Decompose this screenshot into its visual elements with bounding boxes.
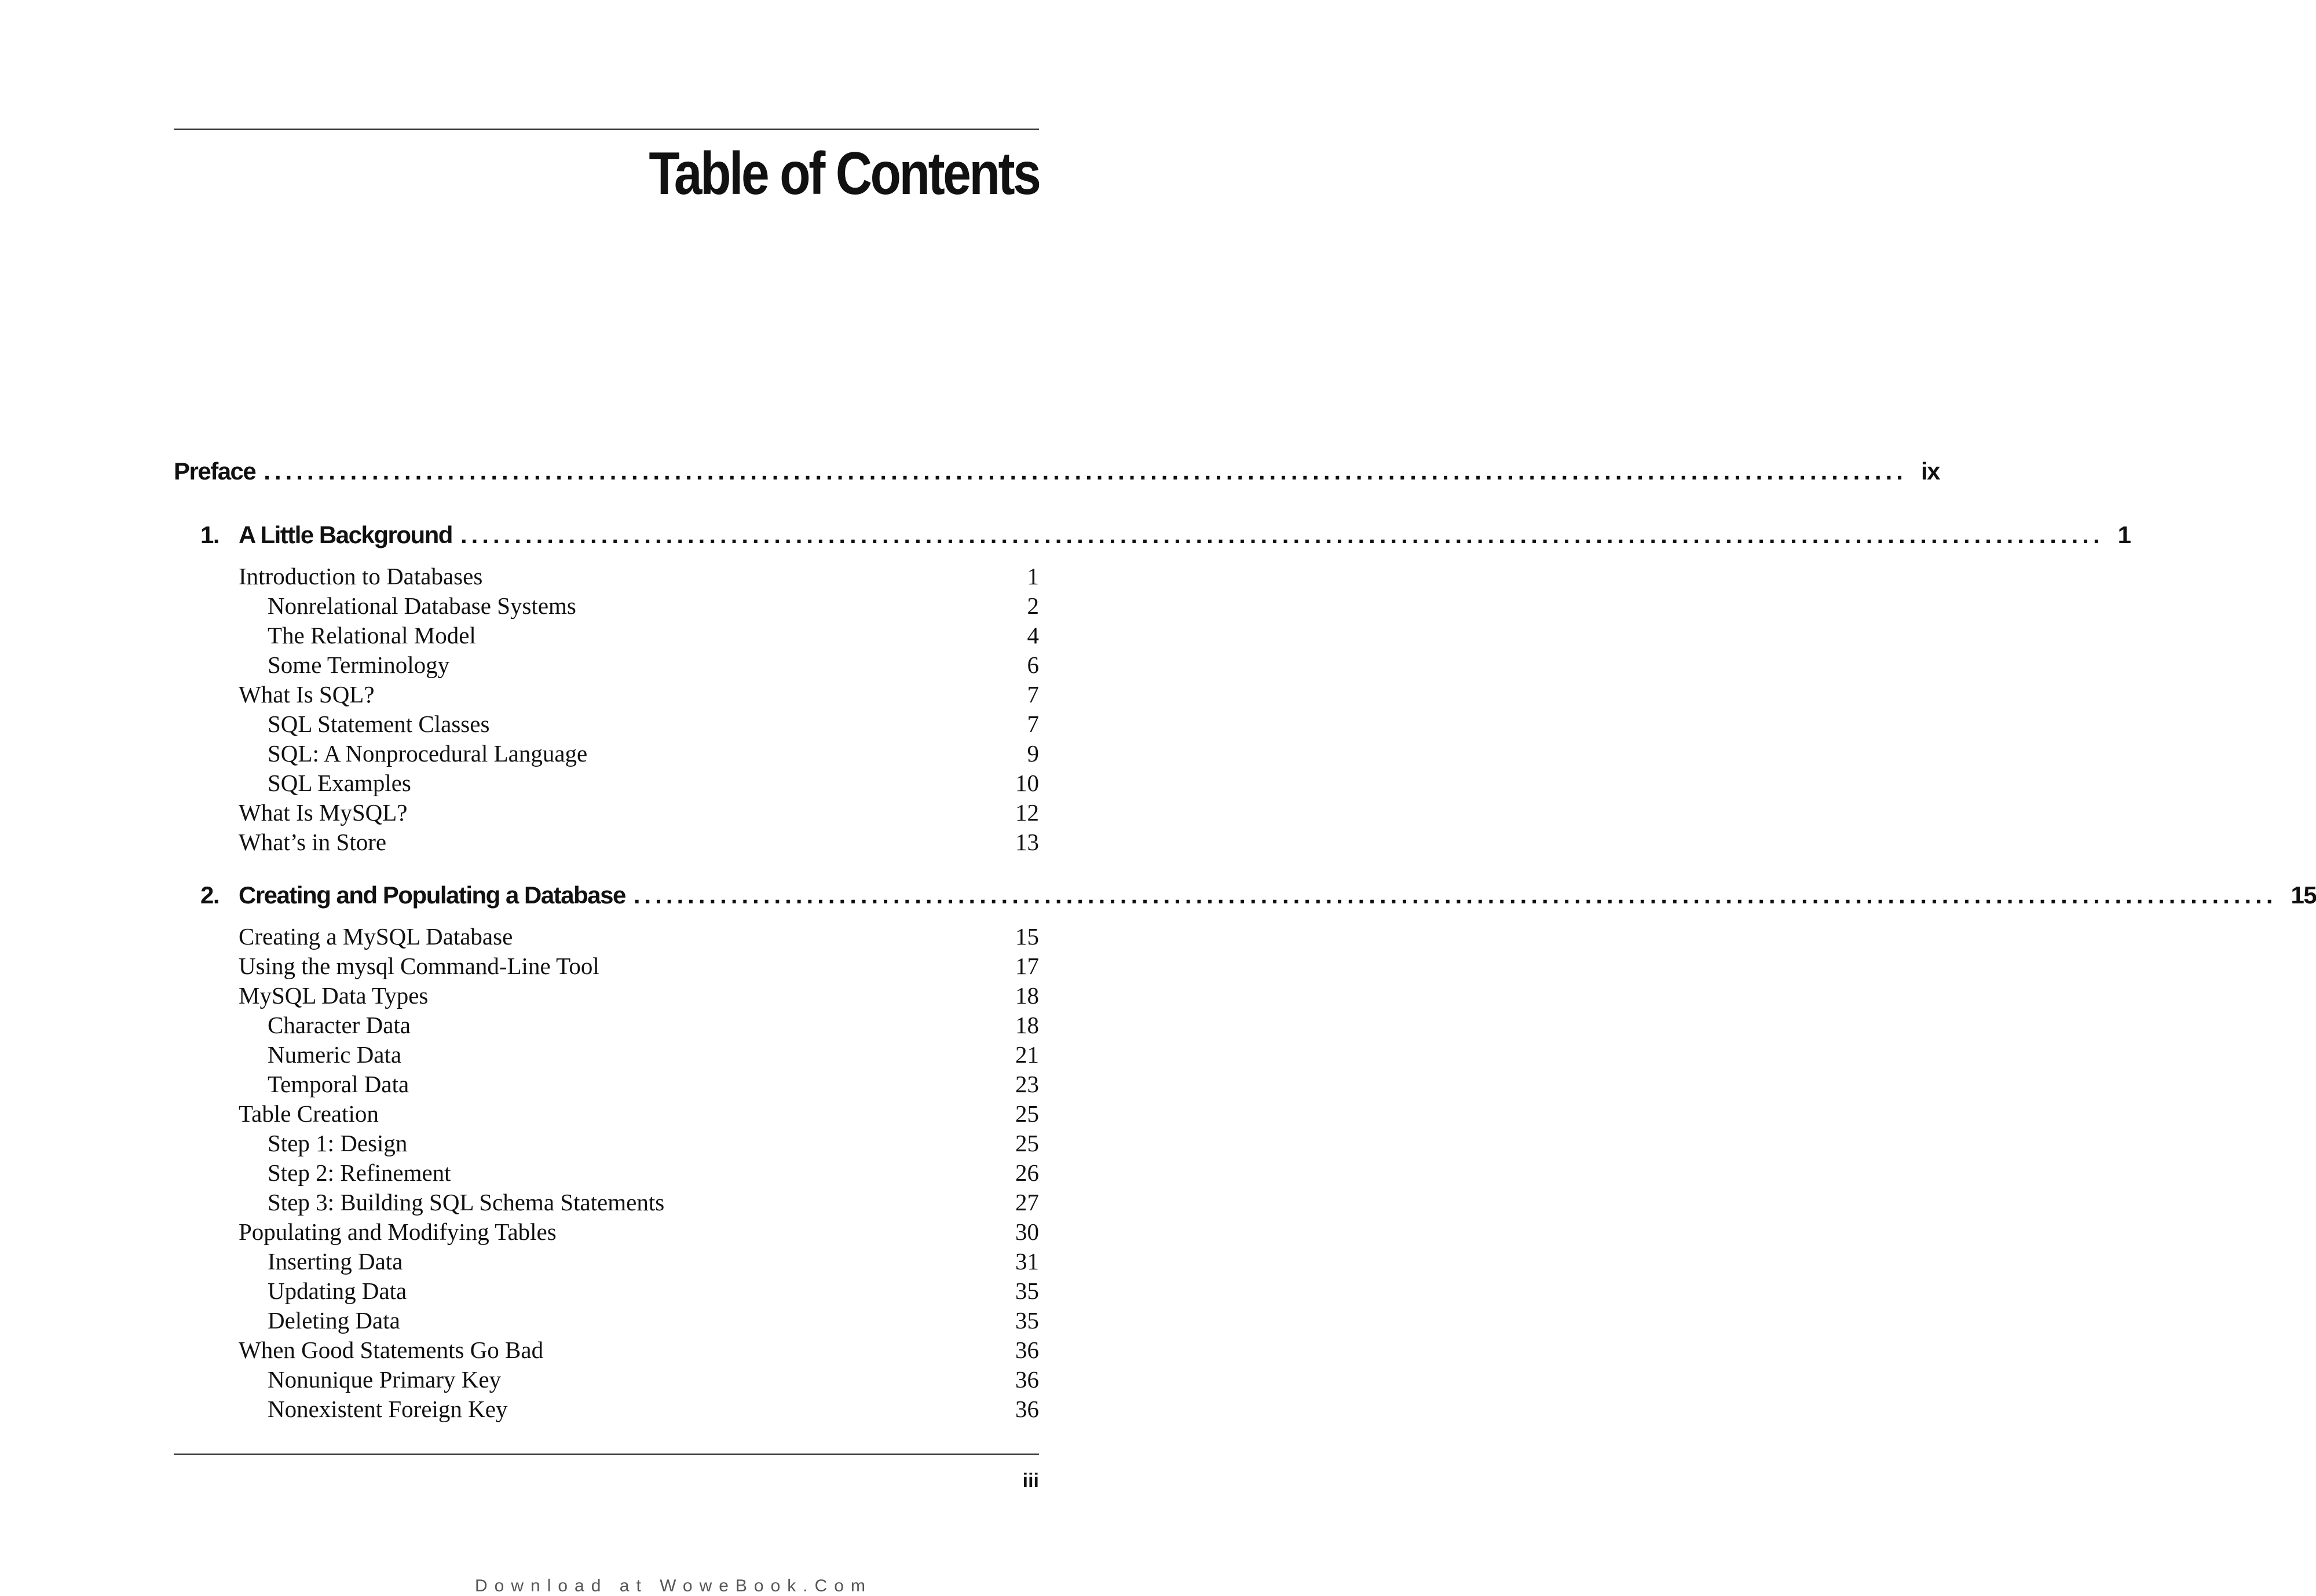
toc-entry[interactable] — [174, 1040, 1039, 1070]
toc-entry[interactable] — [174, 1158, 1039, 1188]
chapter-page: 1 — [2117, 521, 2131, 548]
entry-page: 35 — [1015, 1307, 1039, 1334]
toc-entry[interactable] — [174, 680, 1039, 709]
entry-title[interactable]: Introduction to Databases — [239, 563, 483, 590]
toc-entry[interactable] — [174, 739, 1039, 768]
entry-page: 6 — [1027, 651, 1039, 678]
toc-entry[interactable] — [174, 621, 1039, 650]
entry-page: 7 — [1027, 711, 1039, 737]
entry-title[interactable]: The Relational Model — [268, 622, 476, 649]
entry-title[interactable]: Character Data — [268, 1012, 411, 1038]
entry-title[interactable]: SQL Examples — [268, 770, 411, 796]
entry-page: 15 — [1015, 923, 1039, 950]
toc-entry[interactable] — [174, 562, 1039, 591]
table-of-contents — [174, 457, 2316, 1424]
preface-label[interactable]: Preface — [174, 457, 256, 485]
entry-title[interactable]: Table Creation — [239, 1100, 379, 1127]
entry-title[interactable]: Step 3: Building SQL Schema Statements — [268, 1189, 665, 1216]
toc-entry[interactable] — [174, 1188, 1039, 1217]
entry-title[interactable]: Numeric Data — [268, 1041, 402, 1068]
dot-leader: ........................................................................................................................................................ — [264, 457, 1907, 485]
toc-entry[interactable] — [174, 922, 1039, 951]
entry-title[interactable]: Step 2: Refinement — [268, 1159, 451, 1186]
toc-entry[interactable] — [174, 650, 1039, 680]
entry-page: 2 — [1027, 592, 1039, 619]
chapter-title[interactable]: Creating and Populating a Database — [239, 881, 625, 909]
preface-page: ix — [1920, 457, 1940, 485]
entry-page: 7 — [1027, 681, 1039, 708]
toc-entry[interactable] — [174, 1129, 1039, 1158]
section-gap — [174, 498, 1039, 521]
entry-page: 9 — [1027, 740, 1039, 767]
entry-page: 36 — [1015, 1396, 1039, 1422]
entry-page: 26 — [1015, 1159, 1039, 1186]
chapter-number: 1. — [200, 521, 219, 548]
toc-entry[interactable] — [174, 591, 1039, 621]
toc-entry[interactable] — [174, 798, 1039, 828]
entry-title[interactable]: Inserting Data — [268, 1248, 403, 1275]
entry-page: 4 — [1027, 622, 1039, 649]
entry-title[interactable]: Populating and Modifying Tables — [239, 1218, 557, 1245]
entry-page: 12 — [1015, 799, 1039, 826]
toc-entry[interactable] — [174, 981, 1039, 1011]
toc-entry[interactable] — [174, 1070, 1039, 1099]
chapter-page: 15 — [2291, 881, 2316, 909]
entry-title[interactable]: Deleting Data — [268, 1307, 400, 1334]
entry-title[interactable]: Using the mysql Command-Line Tool — [239, 953, 599, 979]
entry-title[interactable]: SQL: A Nonprocedural Language — [268, 740, 588, 767]
toc-entry[interactable] — [174, 1394, 1039, 1424]
toc-entry[interactable] — [174, 828, 1039, 857]
chapter-title[interactable]: A Little Background — [239, 521, 452, 548]
toc-entry[interactable] — [174, 768, 1039, 798]
entry-title[interactable]: What Is SQL? — [239, 681, 375, 708]
toc-entry[interactable] — [174, 1335, 1039, 1365]
section-gap — [174, 857, 1039, 881]
toc-preface-row[interactable] — [174, 457, 1940, 498]
entry-page: 27 — [1015, 1189, 1039, 1216]
entry-title[interactable]: Nonexistent Foreign Key — [268, 1396, 508, 1422]
entry-page: 10 — [1015, 770, 1039, 796]
entry-page: 23 — [1015, 1071, 1039, 1097]
entry-title[interactable]: Temporal Data — [268, 1071, 409, 1097]
entry-page: 35 — [1015, 1277, 1039, 1304]
entry-title[interactable]: When Good Statements Go Bad — [239, 1337, 544, 1363]
toc-chapter-row[interactable] — [174, 521, 2131, 562]
toc-entry[interactable] — [174, 709, 1039, 739]
dot-leader: ........................................................................................................................................................ — [460, 521, 2104, 548]
entry-title[interactable]: SQL Statement Classes — [268, 711, 490, 737]
entry-page: 36 — [1015, 1337, 1039, 1363]
entry-title[interactable]: MySQL Data Types — [239, 982, 429, 1009]
toc-chapter-row[interactable] — [174, 881, 2316, 922]
entry-title[interactable]: Nonrelational Database Systems — [268, 592, 576, 619]
entry-page: 36 — [1015, 1366, 1039, 1393]
top-rule — [174, 129, 1039, 130]
toc-entry[interactable] — [174, 1099, 1039, 1129]
entry-title[interactable]: What Is MySQL? — [239, 799, 408, 826]
entry-page: 17 — [1015, 953, 1039, 979]
toc-entry[interactable] — [174, 1276, 1039, 1306]
toc-entry[interactable] — [174, 1247, 1039, 1276]
entry-page: 25 — [1015, 1130, 1039, 1156]
entry-page: 18 — [1015, 1012, 1039, 1038]
chapter-number: 2. — [200, 881, 219, 909]
entry-title[interactable]: Step 1: Design — [268, 1130, 408, 1156]
footer-watermark: Download at WoweBook.Com — [475, 1576, 872, 1595]
toc-entry[interactable] — [174, 1306, 1039, 1335]
entry-page: 25 — [1015, 1100, 1039, 1127]
entry-page: 13 — [1015, 829, 1039, 855]
toc-entry[interactable] — [174, 1365, 1039, 1394]
entry-page: 21 — [1015, 1041, 1039, 1068]
page-title: Table of Contents — [648, 140, 1039, 207]
entry-title[interactable]: Creating a MySQL Database — [239, 923, 513, 950]
entry-title[interactable]: What’s in Store — [239, 829, 387, 855]
entry-title[interactable]: Nonunique Primary Key — [268, 1366, 502, 1393]
toc-entry[interactable] — [174, 1217, 1039, 1247]
entry-page: 31 — [1015, 1248, 1039, 1275]
entry-title[interactable]: Some Terminology — [268, 651, 450, 678]
chapter-list — [174, 521, 2316, 1424]
entry-page: 30 — [1015, 1218, 1039, 1245]
entry-page: 18 — [1015, 982, 1039, 1009]
entry-title[interactable]: Updating Data — [268, 1277, 407, 1304]
toc-entry[interactable] — [174, 1011, 1039, 1040]
toc-entry[interactable] — [174, 951, 1039, 981]
entry-page: 1 — [1027, 563, 1039, 590]
dot-leader: ........................................................................................................................................................ — [633, 881, 2277, 909]
page-folio: iii — [1022, 1470, 1039, 1492]
bottom-rule — [174, 1454, 1039, 1455]
